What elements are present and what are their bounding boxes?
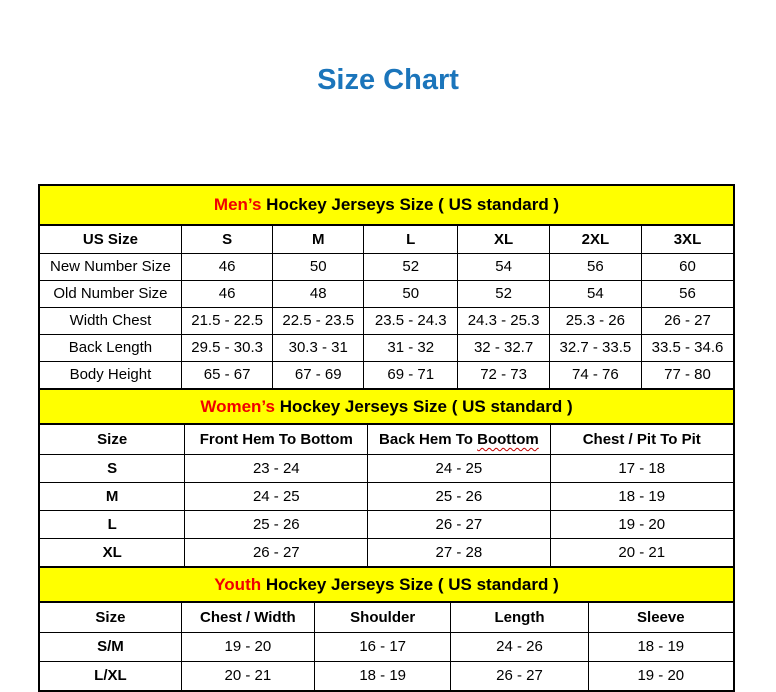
row-label: L: [40, 510, 185, 538]
table-cell: 67 - 69: [273, 361, 364, 388]
row-label: Back Length: [40, 334, 181, 361]
table-cell: 56: [549, 253, 641, 280]
table-row: [40, 482, 733, 510]
table-row: [40, 334, 733, 361]
column-header: Size: [40, 425, 185, 454]
header-text: Back Hem To: [379, 430, 478, 448]
youth-size-table: [40, 603, 733, 690]
table-row: [40, 538, 733, 566]
table-cell: 17 - 18: [550, 454, 733, 482]
column-header: Sleeve: [588, 603, 733, 632]
table-row: [40, 307, 733, 334]
table-cell: 74 - 76: [549, 361, 641, 388]
table-cell: 18 - 19: [314, 661, 451, 690]
table-cell: 26 - 27: [451, 661, 588, 690]
column-header: S: [181, 226, 272, 253]
table-cell: 25 - 26: [185, 510, 368, 538]
table-cell: 25 - 26: [368, 482, 550, 510]
section-header-youth-highlight: Youth: [214, 574, 262, 594]
table-cell: 27 - 28: [368, 538, 550, 566]
table-row: [40, 454, 733, 482]
table-cell: 50: [364, 280, 458, 307]
column-header: Size: [40, 603, 181, 632]
table-cell: 69 - 71: [364, 361, 458, 388]
table-cell: 19 - 20: [550, 510, 733, 538]
table-cell: 52: [364, 253, 458, 280]
column-header: Length: [451, 603, 588, 632]
table-cell: 29.5 - 30.3: [181, 334, 272, 361]
table-cell: 23 - 24: [185, 454, 368, 482]
column-header: Shoulder: [314, 603, 451, 632]
table-cell: 26 - 27: [641, 307, 733, 334]
column-header: 2XL: [549, 226, 641, 253]
row-label: L/XL: [40, 661, 181, 690]
table-cell: 21.5 - 22.5: [181, 307, 272, 334]
table-cell: 23.5 - 24.3: [364, 307, 458, 334]
table-row: [40, 280, 733, 307]
section-header-men-highlight: Men’s: [213, 195, 262, 214]
table-cell: 24 - 25: [185, 482, 368, 510]
column-header: 3XL: [641, 226, 733, 253]
row-label: S/M: [40, 632, 181, 661]
table-cell: 48: [273, 280, 364, 307]
table-row: [40, 253, 733, 280]
table-cell: 30.3 - 31: [273, 334, 364, 361]
table-cell: 26 - 27: [185, 538, 368, 566]
section-header-men: [40, 186, 733, 226]
table-cell: 20 - 21: [181, 661, 314, 690]
section-header-women-highlight: Women’s: [200, 396, 275, 416]
table-cell: 46: [181, 253, 272, 280]
table-row: [40, 361, 733, 388]
table-cell: 24.3 - 25.3: [458, 307, 549, 334]
section-header-women-rest: Hockey Jerseys Size ( US standard ): [274, 396, 573, 416]
table-cell: 24 - 26: [451, 632, 588, 661]
table-cell: 26 - 27: [368, 510, 550, 538]
table-cell: 65 - 67: [181, 361, 272, 388]
table-cell: 31 - 32: [364, 334, 458, 361]
header-row: [40, 226, 733, 253]
row-label: M: [40, 482, 185, 510]
row-label: XL: [40, 538, 185, 566]
section-header-women: [40, 388, 733, 425]
table-cell: 46: [181, 280, 272, 307]
table-cell: 50: [273, 253, 364, 280]
table-cell: 77 - 80: [641, 361, 733, 388]
table-cell: 54: [458, 253, 549, 280]
table-cell: 24 - 25: [368, 454, 550, 482]
womens-size-table: [40, 425, 733, 566]
table-cell: 22.5 - 23.5: [273, 307, 364, 334]
size-chart-page: [0, 64, 776, 692]
column-header: [368, 425, 550, 454]
header-row: [40, 425, 733, 454]
table-row: [40, 510, 733, 538]
table-cell: 16 - 17: [314, 632, 451, 661]
table-cell: 72 - 73: [458, 361, 549, 388]
table-cell: 18 - 19: [588, 632, 733, 661]
table-cell: 32 - 32.7: [458, 334, 549, 361]
column-header: US Size: [40, 226, 181, 253]
column-header: M: [273, 226, 364, 253]
table-cell: 52: [458, 280, 549, 307]
mens-size-table: [40, 226, 733, 388]
section-header-men-rest: Hockey Jerseys Size ( US standard ): [261, 195, 560, 214]
table-cell: 20 - 21: [550, 538, 733, 566]
header-row: [40, 603, 733, 632]
table-cell: 19 - 20: [181, 632, 314, 661]
table-row: [40, 632, 733, 661]
table-cell: 60: [641, 253, 733, 280]
table-cell: 25.3 - 26: [549, 307, 641, 334]
row-label: Body Height: [40, 361, 181, 388]
page-title: Size Chart: [317, 64, 459, 96]
column-header: Chest / Pit To Pit: [550, 425, 733, 454]
column-header: Chest / Width: [181, 603, 314, 632]
table-cell: 32.7 - 33.5: [549, 334, 641, 361]
row-label: Old Number Size: [40, 280, 181, 307]
row-label: New Number Size: [40, 253, 181, 280]
column-header: L: [364, 226, 458, 253]
size-chart-table-group: [38, 184, 735, 692]
table-row: [40, 661, 733, 690]
row-label: Width Chest: [40, 307, 181, 334]
row-label: S: [40, 454, 185, 482]
section-header-youth: [40, 566, 733, 603]
table-cell: 56: [641, 280, 733, 307]
column-header: XL: [458, 226, 549, 253]
misspelled-word-squiggle: Boottom: [477, 430, 539, 448]
table-cell: 33.5 - 34.6: [641, 334, 733, 361]
section-header-youth-rest: Hockey Jerseys Size ( US standard ): [261, 574, 559, 594]
table-cell: 19 - 20: [588, 661, 733, 690]
table-cell: 54: [549, 280, 641, 307]
table-cell: 18 - 19: [550, 482, 733, 510]
column-header: Front Hem To Bottom: [185, 425, 368, 454]
